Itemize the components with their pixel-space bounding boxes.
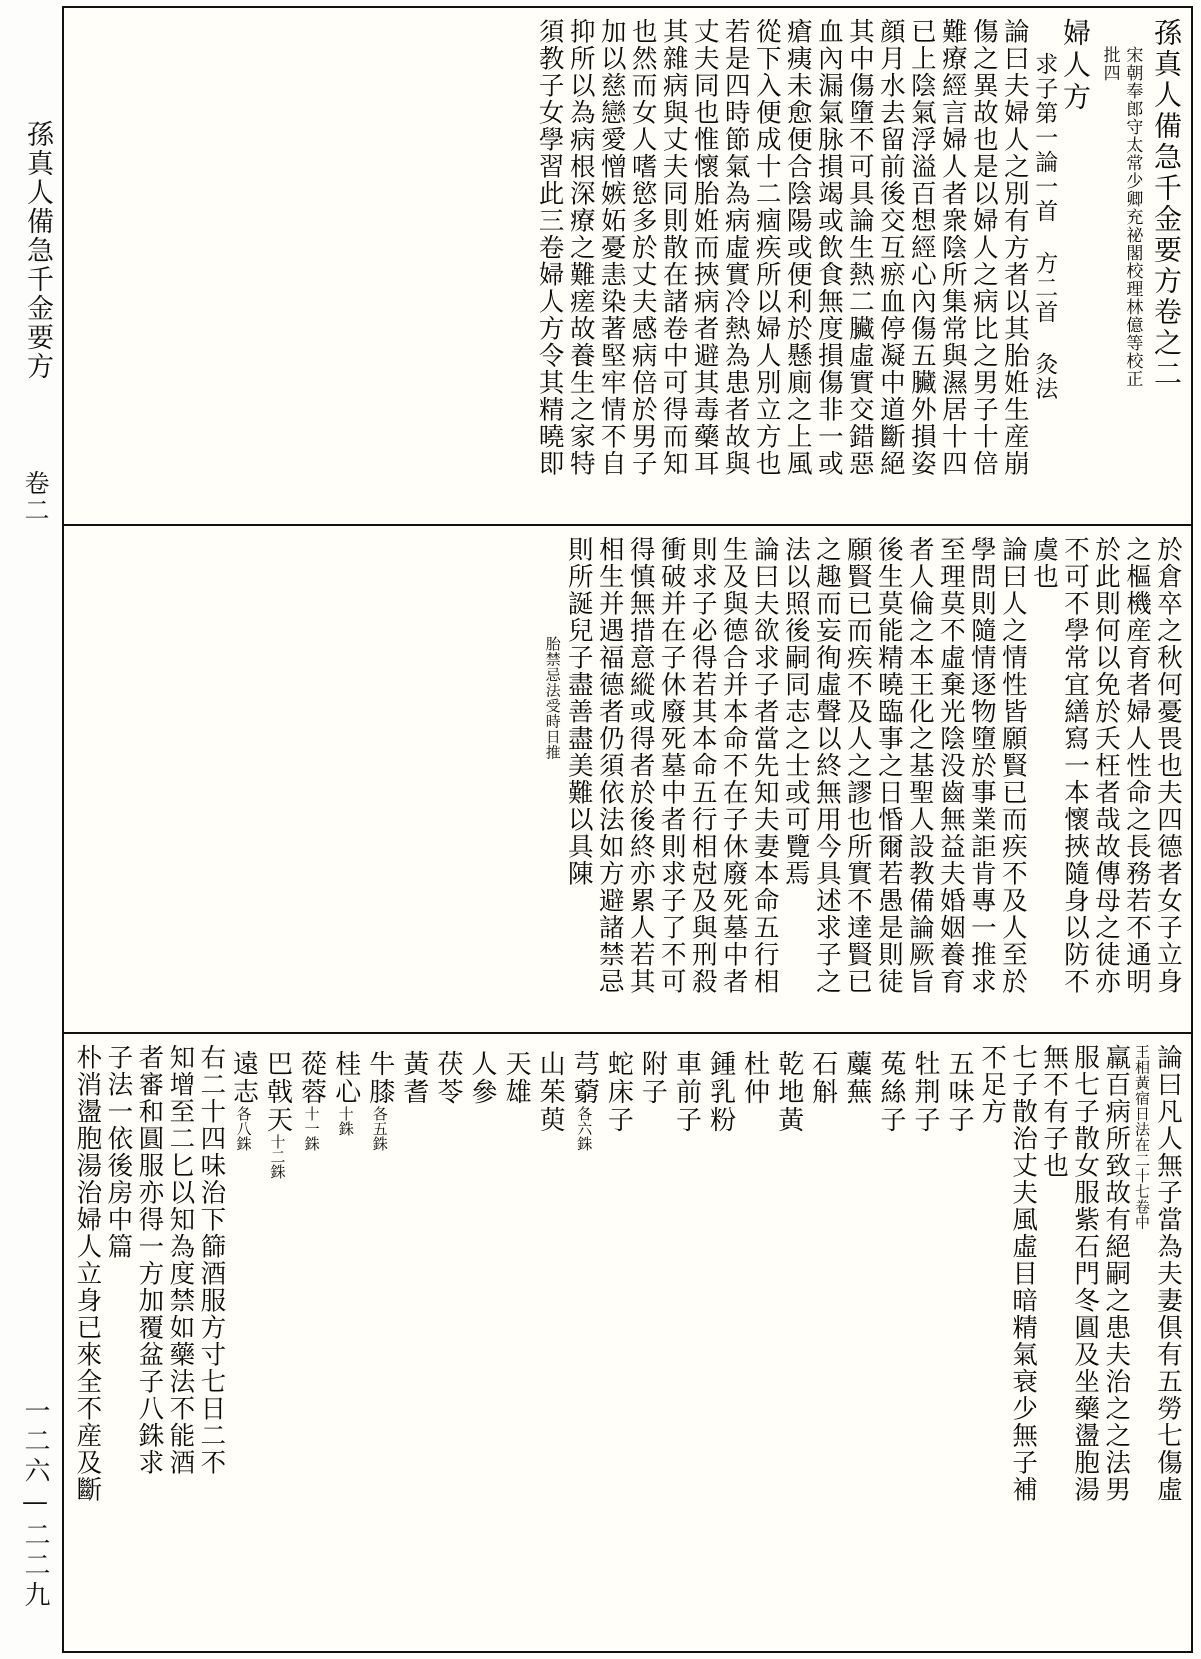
herb-name: 遠志 [228,1050,259,1106]
body-column: 加以慈戀愛憎嫉妬憂恚染著堅牢情不自 [596,18,627,477]
body-column: 至理莫不虛棄光陰没齒無益夫婚姻養育 [935,536,966,995]
herb-name: 天雄 [501,1050,532,1106]
book-title: 孫真人備急千金要方卷之二 [1150,18,1183,390]
herb-name: 芎藭 [569,1050,600,1106]
herb-name: 石斛 [807,1050,838,1106]
herb-dose: 各六銖 [575,1106,594,1151]
herb-item [772,1044,806,1643]
body-column: 若是四時節氣為病虛實冷熱為患者故與 [720,18,751,477]
body-column: 已上陰氣浮溢百想經心內傷五臟外損姿 [906,18,937,477]
herb-name: 杜仲 [739,1050,770,1106]
herb-item [226,1044,260,1643]
body-column: 者人倫之本王化之基聖人設教備論厥旨 [904,536,935,995]
text-frame [62,6,1193,1653]
herb-name: 牡荆子 [910,1050,941,1134]
herb-name: 牛膝 [364,1050,395,1106]
herb-dose: 各八銖 [234,1106,253,1151]
body-column: 顔月水去留前後交互瘀血停凝中道斷絕 [875,18,906,477]
herb-name: 鍾乳粉 [705,1050,736,1134]
herb-dose: 十一銖 [302,1106,321,1151]
body-column: 其雜病與丈夫同則散在諸卷中可得而知 [658,18,689,477]
body-column: 右二十四味治下篩酒服方寸七日二不 [196,1044,227,1476]
herb-item [260,1044,294,1643]
herb-item [738,1044,772,1643]
herb-item [874,1044,908,1643]
herb-name: 乾地黃 [773,1050,804,1134]
herb-name: 茯苓 [432,1050,463,1106]
body-column: 論曰夫欲求子者當先知夫妻本命五行相 [749,536,780,995]
body-column: 論曰夫婦人之別有方者以其胎姙生産崩 [999,18,1030,477]
herb-name: 蓯蓉 [296,1050,327,1106]
body-column: 從下入便成十二痼疾所以婦人別立方也 [751,18,782,477]
herb-item [431,1044,465,1643]
body-column: 相生并遇福德者仍須依法如方避諸禁忌 [594,536,625,995]
text-band-2 [64,526,1191,1034]
herb-dose: 各五銖 [370,1106,389,1151]
herb-item [397,1044,431,1643]
body-column: 後生莫能精曉臨事之日惛爾若愚是則徒 [873,536,904,995]
herb-name: 桂心 [330,1050,361,1106]
compiler-note: 宋朝奉郎守太常少卿充祕閣校理林億等校正 [1122,46,1143,388]
body-column: 血內漏氣脉損竭或飲食無度損傷非一或 [813,18,844,477]
body-column: 學問則隨情逐物墮於事業詎肯專一推求 [966,536,997,995]
herb-item [806,1044,840,1643]
spine-margin [0,0,60,1659]
body-column: 則求子必得若其本命五行相尅及與刑殺 [687,536,718,995]
body-column: 傷之異故也是以婦人之病比之男子十倍 [968,18,999,477]
herb-item [840,1044,874,1643]
body-column: 須教子女學習此三卷婦人方令其精曉即 [534,18,565,477]
body-column: 也然而女人嗜慾多於丈夫感病倍於男子 [627,18,658,477]
herb-name: 巴戟天 [262,1050,293,1134]
body-column: 虞也 [1028,536,1059,590]
body-column: 羸百病所致故有絕嗣之患夫治之之法男 [1101,1044,1132,1503]
body-column: 其中傷墮不可具論生熱二臟虛實交錯惡 [844,18,875,477]
batch-note: 批四 [1099,46,1120,82]
body-column: 服七子散女服紫石門冬圓及坐藥盪胞湯 [1070,1044,1101,1503]
chapter-heading: 求子第一論一首 方二首 灸法 [1031,52,1058,401]
herb-item [908,1044,942,1643]
herb-item [533,1044,567,1643]
band-1-columns [64,8,1191,524]
herb-dose: 十銖 [336,1106,355,1136]
herb-item [499,1044,533,1643]
herb-name: 山茱萸 [535,1050,566,1134]
body-column: 法以照後嗣同志之士或可覽焉 [780,536,811,887]
body-column: 論曰人之情性皆願賢已而疾不及人至於 [997,536,1028,995]
herb-item [329,1044,363,1643]
herb-item [942,1044,976,1643]
body-column: 則所誕兒子盡善盡美難以具陳 [563,536,594,887]
herb-item [295,1044,329,1643]
body-column: 瘡痍未愈便合陰陽或便利於懸廁之上風 [782,18,813,477]
herb-name: 人參 [467,1050,498,1106]
body-column: 之趣而妄徇虛聲以終無用今具述求子之 [811,536,842,995]
body-column: 丈夫同也惟懷胎姙而挾病者避其毒藥耳 [689,18,720,477]
body-column: 得慎無措意縱或得者於後終亦累人若其 [625,536,656,995]
body-column: 無不有子也 [1039,1044,1070,1179]
body-column: 論曰凡人無子當為夫妻俱有五勞七傷虛 [1153,1044,1183,1503]
body-column: 於倉卒之秋何憂畏也夫四德者女子立身 [1153,536,1183,995]
body-column: 子法一依後房中篇 [103,1044,134,1260]
herb-dose: 十二銖 [268,1134,287,1179]
herb-name: 附子 [637,1050,668,1106]
text-band-3 [64,1034,1191,1651]
herb-item [635,1044,669,1643]
herb-item [465,1044,499,1643]
body-column: 願賢已而疾不及人之謬也所實不達賢已 [842,536,873,995]
herb-name: 黃耆 [398,1050,429,1106]
herb-name: 蛇床子 [603,1050,634,1134]
herb-name: 蘪蕪 [841,1050,872,1106]
herb-item [601,1044,635,1643]
band-2-columns [64,526,1191,1032]
herb-name: 五味子 [944,1050,975,1134]
body-column: 者審和圓服亦得一方加覆盆子八銖求 [134,1044,165,1476]
body-column: 於此則何以免於夭枉者哉故傳母之徒亦 [1090,536,1121,995]
herb-name: 車前子 [671,1050,702,1134]
body-column: 抑所以為病根深療之難瘥故養生之家特 [565,18,596,477]
spine-book-title: 孫真人備急千金要方 [22,120,53,381]
interlinear-note: 胎禁忌法受時日推 [543,636,562,760]
body-column: 知增至二匕以知為度禁如藥法不能酒 [165,1044,196,1476]
herb-item [669,1044,703,1643]
body-column: 朴消盪胞湯治婦人立身已來全不産及斷 [72,1044,103,1503]
page-number: 一二六—二二九 [20,1397,50,1611]
herb-item [703,1044,737,1643]
body-column: 難療經言婦人者衆陰所集常與濕居十四 [937,18,968,477]
text-band-1 [64,8,1191,526]
body-column: 之樞機産育者婦人性命之長務若不通明 [1121,536,1152,995]
herb-item [363,1044,397,1643]
body-column: 七子散治丈夫風虛目暗精氣衰少無子補 [1008,1044,1039,1503]
section-heading: 婦人方 [1058,18,1092,114]
herb-name: 菟絲子 [875,1050,906,1134]
body-column: 衝破并在子休廢死墓中者則求子了不可 [656,536,687,995]
body-column: 不足方 [977,1044,1008,1125]
band-3-columns [64,1034,1191,1651]
side-note: 王相黃宿日法在二十七卷中 [1132,1044,1151,1230]
spine-volume-label: 卷二 [21,470,50,524]
herb-item [567,1044,601,1643]
body-column: 不可不學常宜繕寫一本懷挾隨身以防不 [1059,536,1090,995]
body-column: 生及與德合并本命不在子休廢死墓中者 [718,536,749,995]
